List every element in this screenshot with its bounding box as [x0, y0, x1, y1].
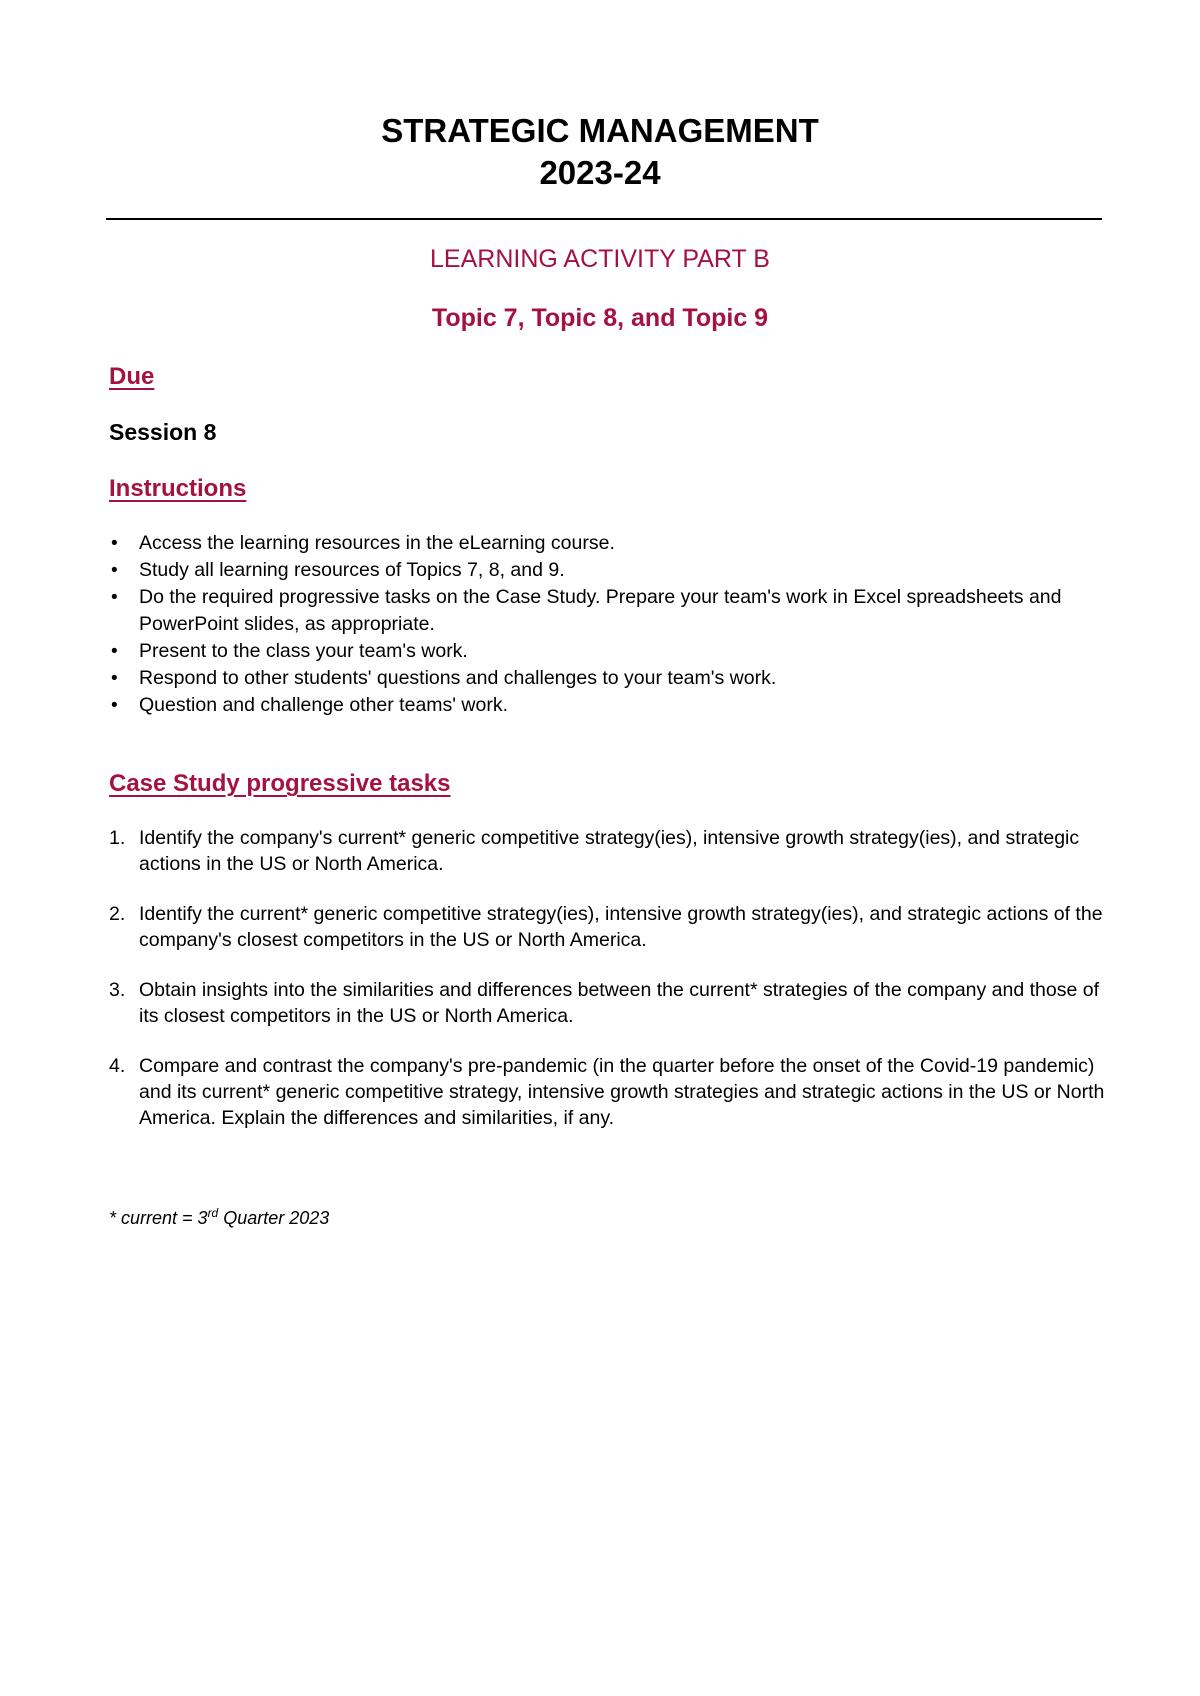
due-value: Session 8 — [109, 419, 217, 445]
activity-title: LEARNING ACTIVITY PART B — [430, 245, 770, 273]
list-item — [109, 977, 1109, 1029]
bullet-icon: • — [111, 668, 118, 689]
bullet-icon: • — [111, 533, 118, 554]
instruction-text: Do the required progressive tasks on the Case Study. Prepare your team's work in Excel spreadsheets and PowerPoint slides, as appropriate. — [139, 586, 1062, 635]
bullet-icon: • — [111, 695, 118, 716]
activity-topics: Topic 7, Topic 8, and Topic 9 — [431, 304, 769, 332]
footnote-suffix: Quarter 2023 — [218, 1208, 330, 1228]
case-study-heading: Case Study progressive tasks — [109, 770, 451, 797]
bullet-icon: • — [111, 587, 118, 608]
instructions-heading: Instructions — [109, 475, 247, 502]
instruction-text: Question and challenge other teams' work. — [139, 694, 509, 716]
task-text: Identify the company's current* generic competitive strategy(ies), intensive growth strategy(ies), and strategic actions in the US or North America. — [139, 827, 1080, 875]
list-item — [109, 1053, 1109, 1131]
task-text: Identify the current* generic competitive strategy(ies), intensive growth strategy(ies), and strategic actions of the company's closest competitors in the US or North America. — [139, 903, 1103, 951]
list-item — [109, 825, 1109, 877]
document-title: STRATEGIC MANAGEMENT — [381, 112, 819, 149]
footnote-prefix: * current = 3 — [109, 1208, 208, 1228]
task-number: 3. — [109, 979, 126, 1001]
due-heading: Due — [109, 363, 155, 390]
footnote — [109, 1205, 329, 1231]
list-item — [109, 584, 1109, 638]
bullet-icon: • — [111, 641, 118, 662]
task-number: 2. — [109, 903, 126, 925]
list-item — [109, 557, 1109, 584]
instruction-text: Access the learning resources in the eLearning course. — [139, 532, 615, 554]
list-item — [109, 638, 1109, 665]
list-item — [109, 901, 1109, 953]
task-text: Compare and contrast the company's pre-pandemic (in the quarter before the onset of the Covid-19 pandemic) and its current* generic competitive strategy, intensive growth strategies and strategic actions in the US or North America. Explain the differences and similarities, if any. — [139, 1055, 1105, 1129]
task-number: 1. — [109, 827, 126, 849]
instruction-text: Study all learning resources of Topics 7, 8, and 9. — [139, 559, 565, 581]
list-item — [109, 530, 1109, 557]
task-number: 4. — [109, 1055, 126, 1077]
footnote-superscript: rd — [207, 1206, 219, 1220]
list-item — [109, 692, 1109, 719]
case-study-task-list — [109, 825, 1109, 1155]
title-divider — [106, 218, 1102, 220]
instruction-text: Respond to other students' questions and challenges to your team's work. — [139, 667, 777, 689]
bullet-icon: • — [111, 560, 118, 581]
instructions-list — [109, 530, 1109, 719]
instruction-text: Present to the class your team's work. — [139, 640, 468, 662]
document-year: 2023-24 — [539, 154, 661, 191]
task-text: Obtain insights into the similarities and differences between the current* strategies of the company and those of its closest competitors in the US or North America. — [139, 979, 1100, 1027]
list-item — [109, 665, 1109, 692]
